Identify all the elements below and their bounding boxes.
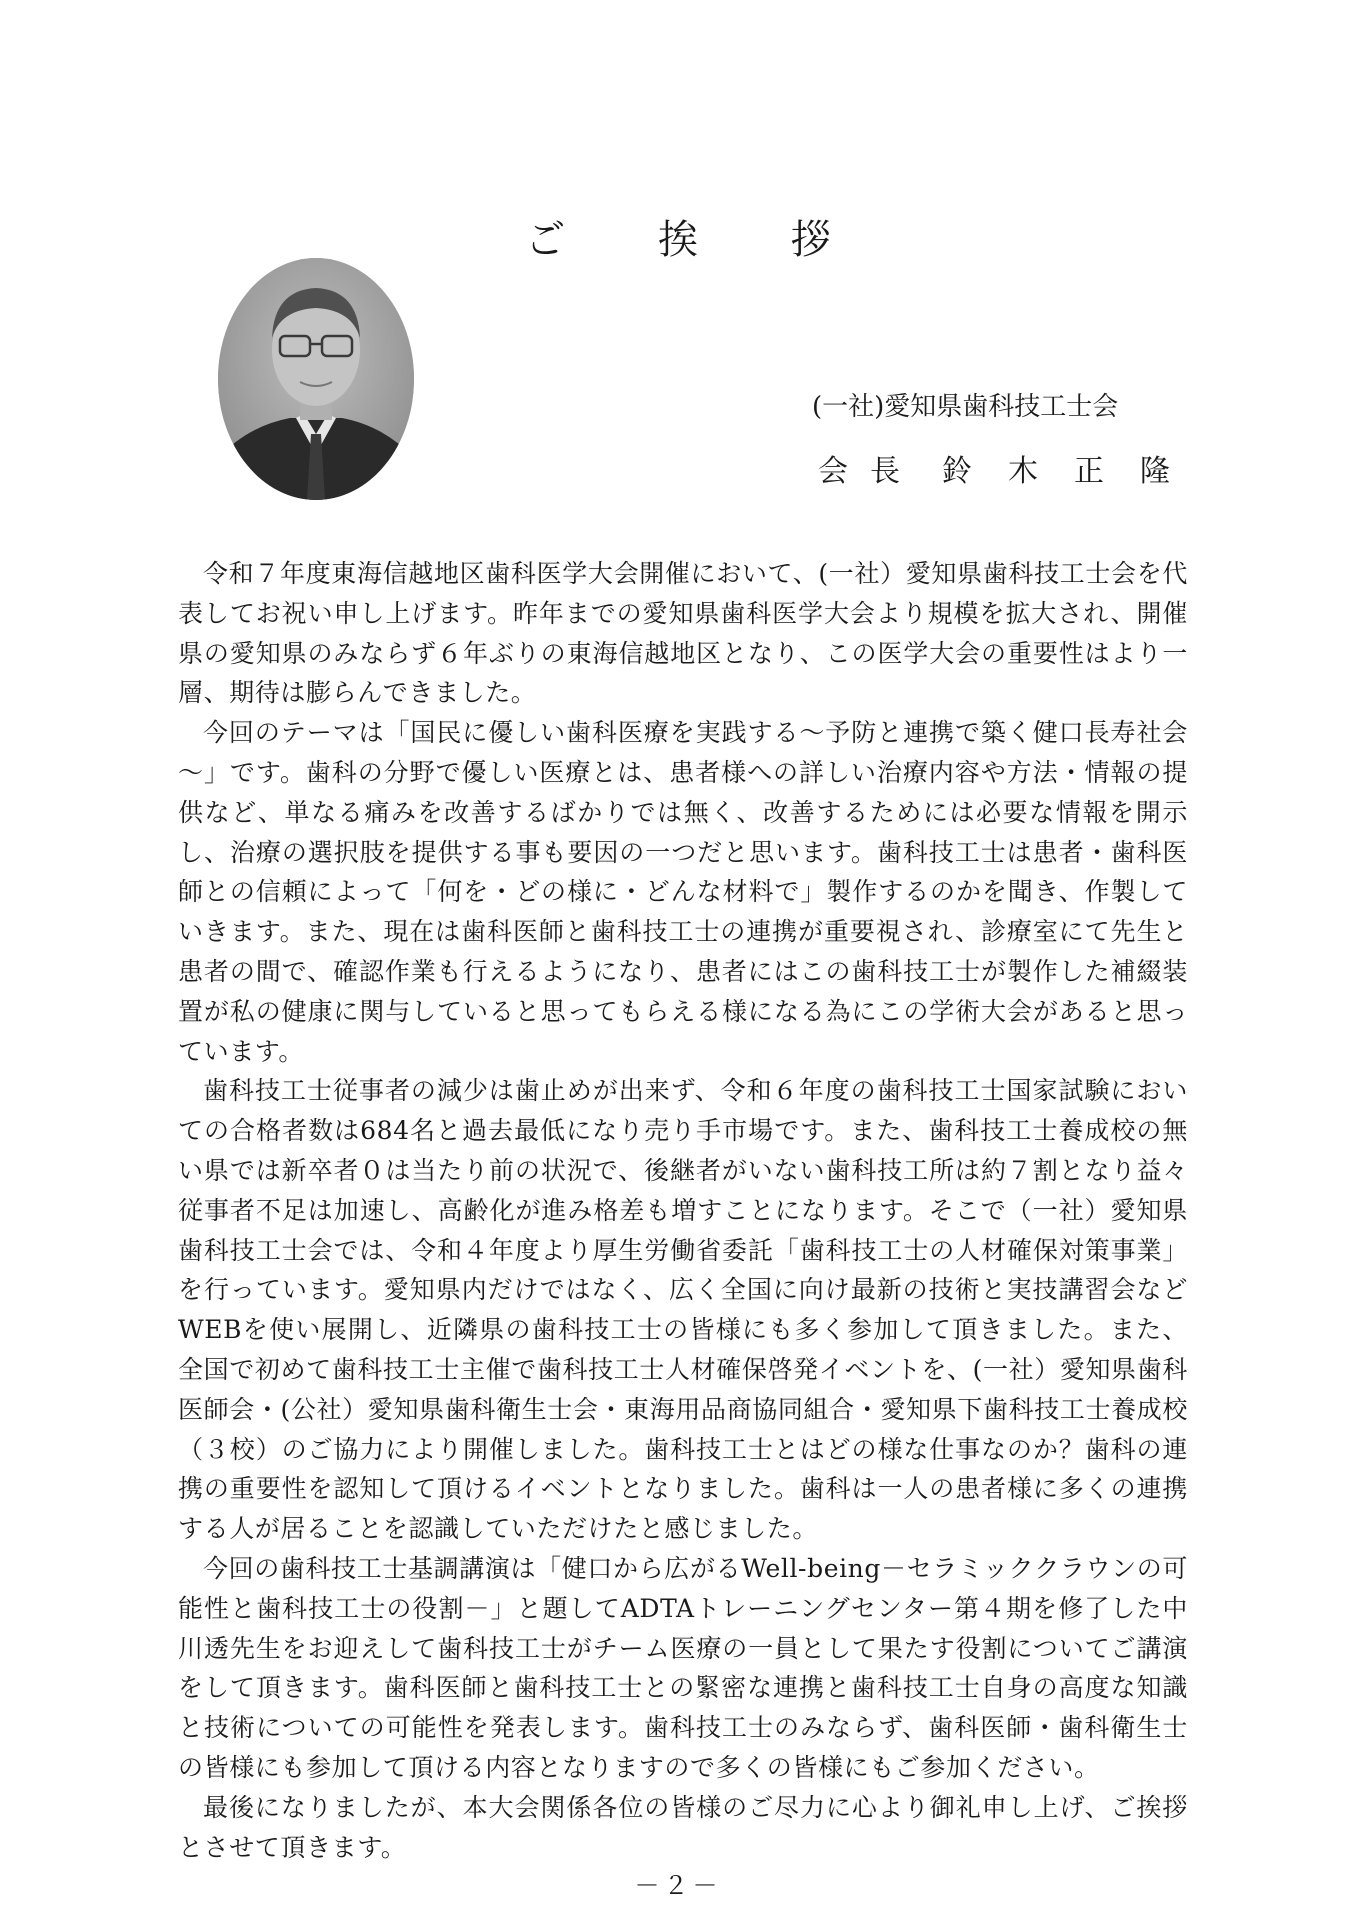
paragraph: 今回の歯科技工士基調講演は「健口から広がるWell-being－セラミッククラウンの可能性と歯科技工士の役割－」と題してADTAトレーニングセンター第４期を修了した中川透先生をお迎えして歯科技工士がチーム医療の一員として果たす役割についてご講演をして頂きます。歯科医師と歯科技工士との緊密な連携と歯科技工士自身の高度な知識と技術についての可能性を発表します。歯科技工士のみならず、歯科医師・歯科衛生士の皆様にも参加して頂ける内容となりますので多くの皆様にもご参加ください。 [178, 1553, 1188, 1782]
author-organization: (一社)愛知県歯科技工士会 [812, 392, 1119, 422]
portrait-photo-icon [218, 258, 414, 500]
page-title: ご 挨 拶 [525, 217, 871, 263]
author-portrait [218, 258, 414, 500]
author-name-line [818, 446, 1206, 490]
paragraph: 今回のテーマは「国民に優しい歯科医療を実践する～予防と連携で築く健口長寿社会～」です。歯科の分野で優しい医療とは、患者様への詳しい治療内容や方法・情報の提供など、単なる痛みを改善するばかりでは無く、改善するためには必要な情報を開示し、治療の選択肢を提供する事も要因の一つだと思います。歯科技工士は患者・歯科医師との信頼によって「何を・どの様に・どんな材料で」製作するのかを聞き、作製していきます。また、現在は歯科医師と歯科技工士の連携が重要視され、診療室にて先生と患者の間で、確認作業も行えるようになり、患者にはこの歯科技工士が製作した補綴装置が私の健康に関与していると思ってもらえる様になる為にこの学術大会があると思っています。 [178, 718, 1188, 1066]
paragraph: 最後になりましたが、本大会関係各位の皆様のご尽力に心より御礼申し上げ、ご挨拶とさせて頂きます。 [178, 1792, 1188, 1862]
author-name: 鈴木正隆 [942, 454, 1206, 489]
page-number: －２－ [634, 1871, 722, 1900]
paragraph: 歯科技工士従事者の減少は歯止めが出来ず、令和６年度の歯科技工士国家試験においての合格者数は684名と過去最低になり売り手市場です。また、歯科技工士養成校の無い県では新卒者０は当たり前の状況で、後継者がいない歯科技工所は約７割となり益々従事者不足は加速し、高齢化が進み格差も増すことになります。そこで（一社）愛知県歯科技工士会では、令和４年度より厚生労働省委託「歯科技工士の人材確保対策事業」を行っています。愛知県内だけではなく、広く全国に向け最新の技術と実技講習会などWEBを使い展開し、近隣県の歯科技工士の皆様にも多く参加して頂きました。また、全国で初めて歯科技工士主催で歯科技工士人材確保啓発イベントを、(一社）愛知県歯科医師会・(公社）愛知県歯科衛生士会・東海用品商協同組合・愛知県下歯科技工士養成校（３校）のご協力により開催しました。歯科技工士とはどの様な仕事なのか？歯科の連携の重要性を認知して頂けるイベントとなりました。歯科は一人の患者様に多くの連携する人が居ることを認識していただけたと感じました。 [178, 1076, 1188, 1544]
greeting-body [178, 554, 1188, 1867]
author-role: 会長 [818, 454, 922, 489]
paragraph: 令和７年度東海信越地区歯科医学大会開催において、(一社）愛知県歯科技工士会を代表してお祝い申し上げます。昨年までの愛知県歯科医学大会より規模を拡大され、開催県の愛知県のみならず６年ぶりの東海信越地区となり、この医学大会の重要性はより一層、期待は膨らんできました。 [178, 559, 1188, 708]
